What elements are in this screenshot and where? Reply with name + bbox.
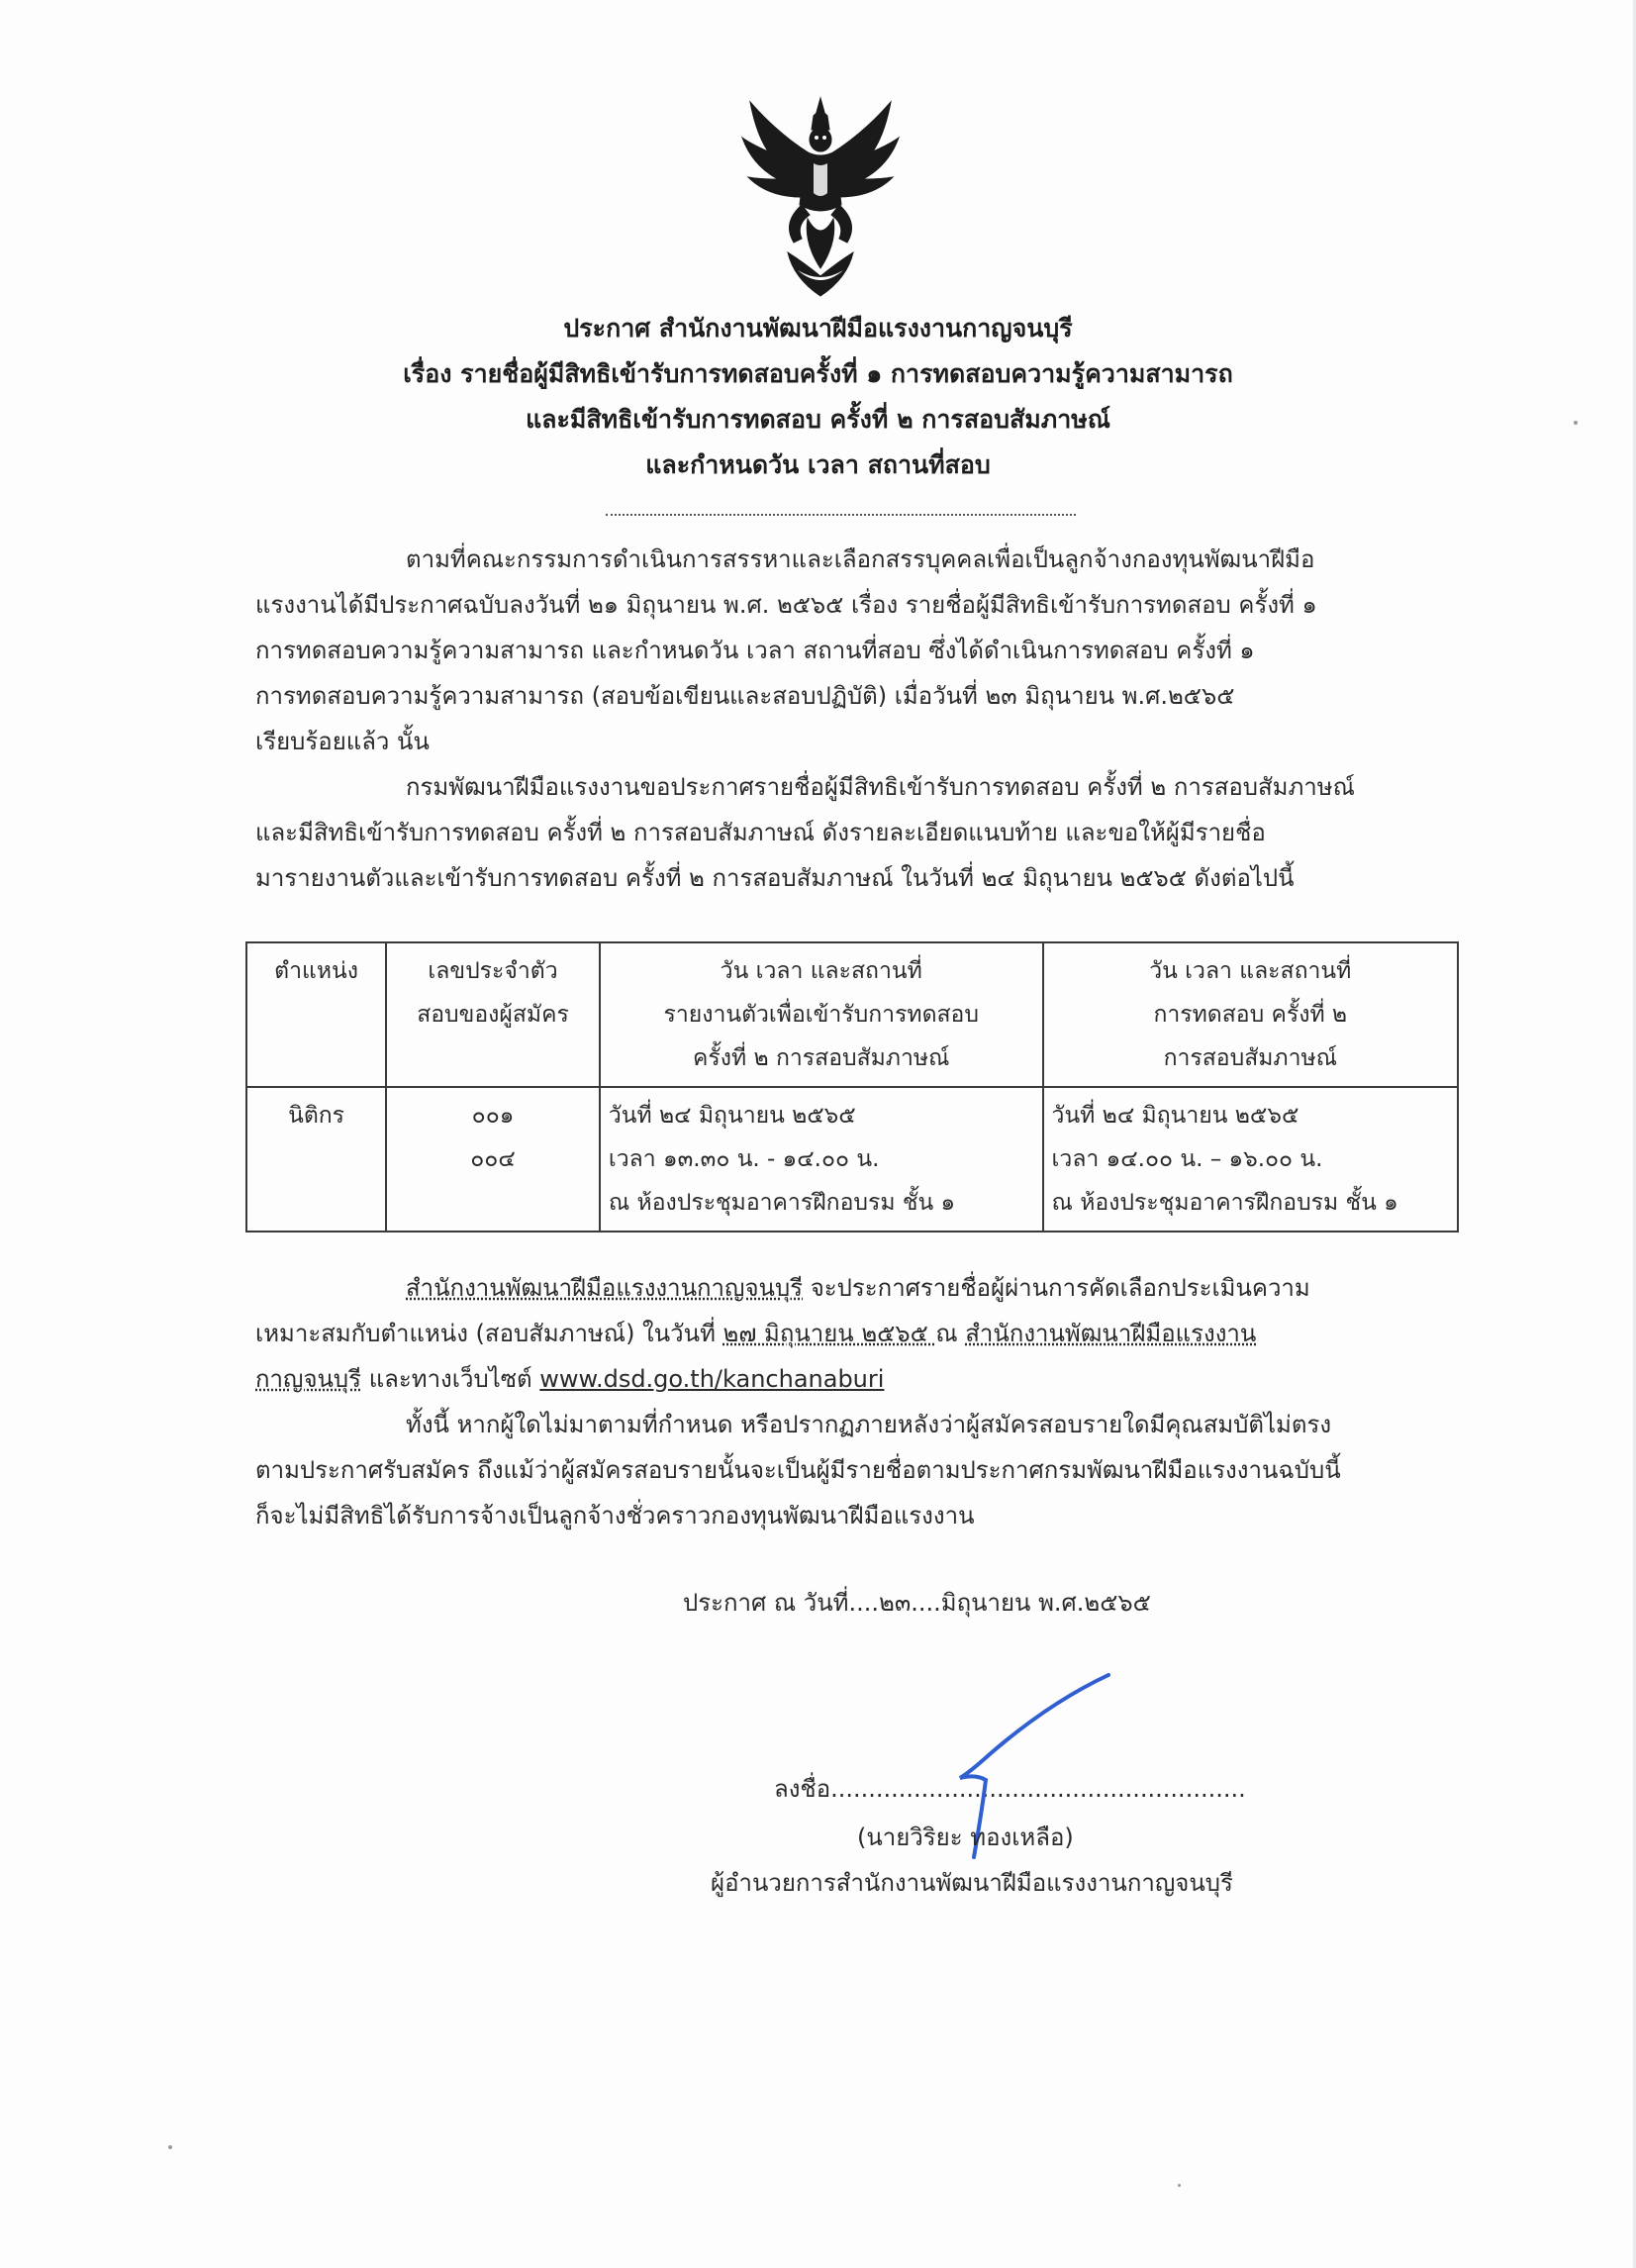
text-line: ตามที่คณะกรรมการดำเนินการสรรหาและเลือกสรรบุคคลเพื่อเป็นลูกจ้างกองทุนพัฒนาฝีมือ [406,545,1315,573]
text-line: ทั้งนี้ หากผู้ใดไม่มาตามที่กำหนด หรือปรากฏภายหลังว่าผู้สมัครสอบรายใดมีคุณสมบัติไม่ตรง [406,1411,1332,1438]
schedule-date: วันที่ ๒๔ มิถุนายน ๒๕๖๕ [1051,1103,1299,1129]
paragraph-conditions [255,1402,1423,1538]
cell-report-schedule [600,1087,1043,1232]
office-name: สำนักงานพัฒนาฝีมือแรงงาน [965,1320,1257,1347]
text-line [255,1311,1423,1356]
schedule-location: ณ ห้องประชุมอาคารฝึกอบรม ชั้น ๑ [1051,1190,1398,1216]
header-text: เลขประจำตัว [428,958,558,984]
text-line: แรงงานได้มีประกาศฉบับลงวันที่ ๒๑ มิถุนายน พ.ศ. ๒๕๖๕ เรื่อง รายชื่อผู้มีสิทธิเข้ารับการทดสอบ ครั้งที่ ๑ [255,591,1317,619]
text-line: เรียบร้อยแล้ว นั้น [255,728,430,755]
header-text: การทดสอบ ครั้งที่ ๒ [1153,1002,1348,1028]
applicant-id: ๐๐๑ [471,1103,515,1129]
text-line: มารายงานตัวและเข้ารับการทดสอบ ครั้งที่ ๒ การสอบสัมภาษณ์ ในวันที่ ๒๔ มิถุนายน ๒๕๖๕ ดังต่อไปนี้ [255,864,1295,892]
text-line: ก็จะไม่มีสิทธิได้รับการจ้างเป็นลูกจ้างชั่วคราวกองทุนพัฒนาฝีมือแรงงาน [255,1502,975,1529]
garuda-emblem-icon [738,94,903,300]
text-line: ตามประกาศรับสมัคร ถึงแม้ว่าผู้สมัครสอบรายนั้นจะเป็นผู้มีรายชื่อตามประกาศกรมพัฒนาฝีมือแรงงานฉบับนี้ [255,1456,1341,1484]
title-divider [606,514,1076,516]
cell-applicant-ids [386,1087,600,1232]
title-line: ประกาศ สำนักงานพัฒนาฝีมือแรงงานกาญจนบุรี [563,314,1073,343]
header-text: ครั้งที่ ๒ การสอบสัมภาษณ์ [693,1045,950,1071]
text-line [255,1265,1423,1311]
schedule-date: วันที่ ๒๔ มิถุนายน ๒๕๖๕ [608,1103,856,1129]
table-row [246,1087,1458,1232]
announcement-title [198,306,1438,488]
header-applicant-id [386,942,600,1087]
header-text: วัน เวลา และสถานที่ [1149,958,1352,984]
applicant-id: ๐๐๔ [470,1146,516,1172]
schedule-table [245,941,1459,1233]
header-exam-schedule [1043,942,1458,1087]
title-line: เรื่อง รายชื่อผู้มีสิทธิเข้ารับการทดสอบครั้งที่ ๑ การทดสอบความรู้ความสามารถ [403,359,1233,388]
cell-position: นิติกร [246,1087,386,1232]
scan-speck [1178,2184,1181,2187]
schedule-time: เวลา ๑๓.๓๐ น. - ๑๔.๐๐ น. [608,1146,880,1172]
announce-date: ประกาศ ณ วันที่....๒๓....มิถุนายน พ.ศ.๒๕๖๕ [683,1589,1151,1617]
text-line: และมีสิทธิเข้ารับการทดสอบ ครั้งที่ ๒ การสอบสัมภาษณ์ ดังรายละเอียดแนบท้าย และขอให้ผู้มีรายชื่อ [255,819,1266,846]
cell-exam-schedule [1043,1087,1458,1232]
title-line: และมีสิทธิเข้ารับการทดสอบ ครั้งที่ ๒ การสอบสัมภาษณ์ [526,405,1110,434]
paragraph-results [255,1265,1423,1402]
text-line: การทดสอบความรู้ความสามารถ และกำหนดวัน เวลา สถานที่สอบ ซึ่งได้ดำเนินการทดสอบ ครั้งที่ ๑ [255,637,1255,664]
office-name: กาญจนบุรี [255,1365,362,1393]
schedule-location: ณ ห้องประชุมอาคารฝึกอบรม ชั้น ๑ [608,1190,956,1216]
text-line: การทดสอบความรู้ความสามารถ (สอบข้อเขียนและสอบปฏิบัติ) เมื่อวันที่ ๒๓ มิถุนายน พ.ศ.๒๕๖๕ [255,682,1235,710]
text-line: กรมพัฒนาฝีมือแรงงานขอประกาศรายชื่อผู้มีสิทธิเข้ารับการทดสอบ ครั้งที่ ๒ การสอบสัมภาษณ์ [406,773,1355,801]
text-segment: จะประกาศรายชื่อผู้ผ่านการคัดเลือกประเมินความ [803,1274,1310,1302]
paragraph-intro [255,537,1423,764]
paragraph-announcement [255,764,1423,901]
office-name: สำนักงานพัฒนาฝีมือแรงงานกาญจนบุรี [406,1274,804,1302]
header-text: รายงานตัวเพื่อเข้ารับการทดสอบ [663,1002,979,1028]
text-line [255,1356,1423,1402]
scan-speck [1574,421,1578,425]
results-date: ๒๗ มิถุนายน ๒๕๖๕ [722,1320,936,1347]
signer-name: (นายวิริยะ ทองเหลือ) [857,1824,1074,1851]
signer-position: ผู้อำนวยการสำนักงานพัฒนาฝีมือแรงงานกาญจนบุรี [711,1869,1233,1897]
signature-label: ลงชื่อ....................................................... [774,1775,1246,1803]
website-link[interactable]: www.dsd.go.th/kanchanaburi [539,1365,885,1393]
title-line: และกำหนดวัน เวลา สถานที่สอบ [645,450,991,479]
header-text: สอบของผู้สมัคร [417,1002,569,1028]
header-position [246,942,386,1087]
scan-speck [168,2145,172,2149]
text-segment: และทางเว็บไซต์ [361,1365,540,1393]
header-text: ตำแหน่ง [274,958,358,984]
schedule-time: เวลา ๑๔.๐๐ น. – ๑๖.๐๐ น. [1051,1146,1323,1172]
header-text: วัน เวลา และสถานที่ [720,958,922,984]
text-segment: เหมาะสมกับตำแหน่ง (สอบสัมภาษณ์) ในวันที่ [255,1320,723,1347]
table-header-row [246,942,1458,1087]
header-report-schedule [600,942,1043,1087]
header-text: การสอบสัมภาษณ์ [1163,1045,1337,1071]
text-segment: ณ [935,1320,966,1347]
